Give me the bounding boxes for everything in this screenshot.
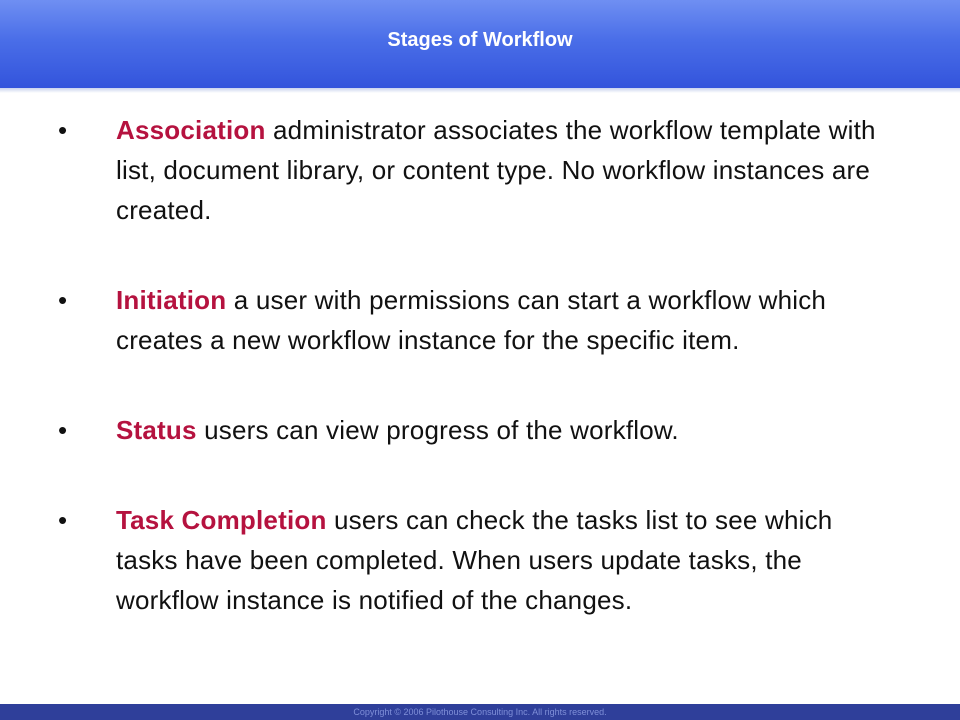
bullet-text: administrator associates the workflow template with list, document library, or content type. No workflow instances are created. [116, 115, 876, 225]
copyright-notice: Copyright © 2006 Pilothouse Consulting Inc. All rights reserved. [353, 707, 607, 717]
bullet-icon: • [58, 505, 68, 535]
bullet-text: users can view progress of the workflow. [196, 415, 679, 445]
bullet-text: users can check the tasks list to see which tasks have been completed. When users update tasks, the workflow instance is notified of the changes. [116, 505, 833, 615]
bullet-item-status [0, 410, 960, 450]
bullet-item-initiation [0, 280, 960, 360]
bullet-item-task-completion [0, 500, 960, 620]
bullet-term: Status [116, 415, 197, 445]
slide-title: Stages of Workflow [387, 29, 573, 51]
header-shadow [0, 88, 960, 93]
bullet-icon: • [58, 115, 68, 145]
bullet-term: Initiation [116, 285, 227, 315]
bullet-term: Association [116, 115, 266, 145]
bullet-text: a user with permissions can start a workflow which creates a new workflow instance for the specific item. [116, 285, 827, 355]
bullet-list [0, 110, 960, 620]
bullet-item-association [0, 110, 960, 230]
bullet-icon: • [58, 285, 68, 315]
bullet-icon: • [58, 415, 68, 445]
bullet-term: Task Completion [116, 505, 327, 535]
